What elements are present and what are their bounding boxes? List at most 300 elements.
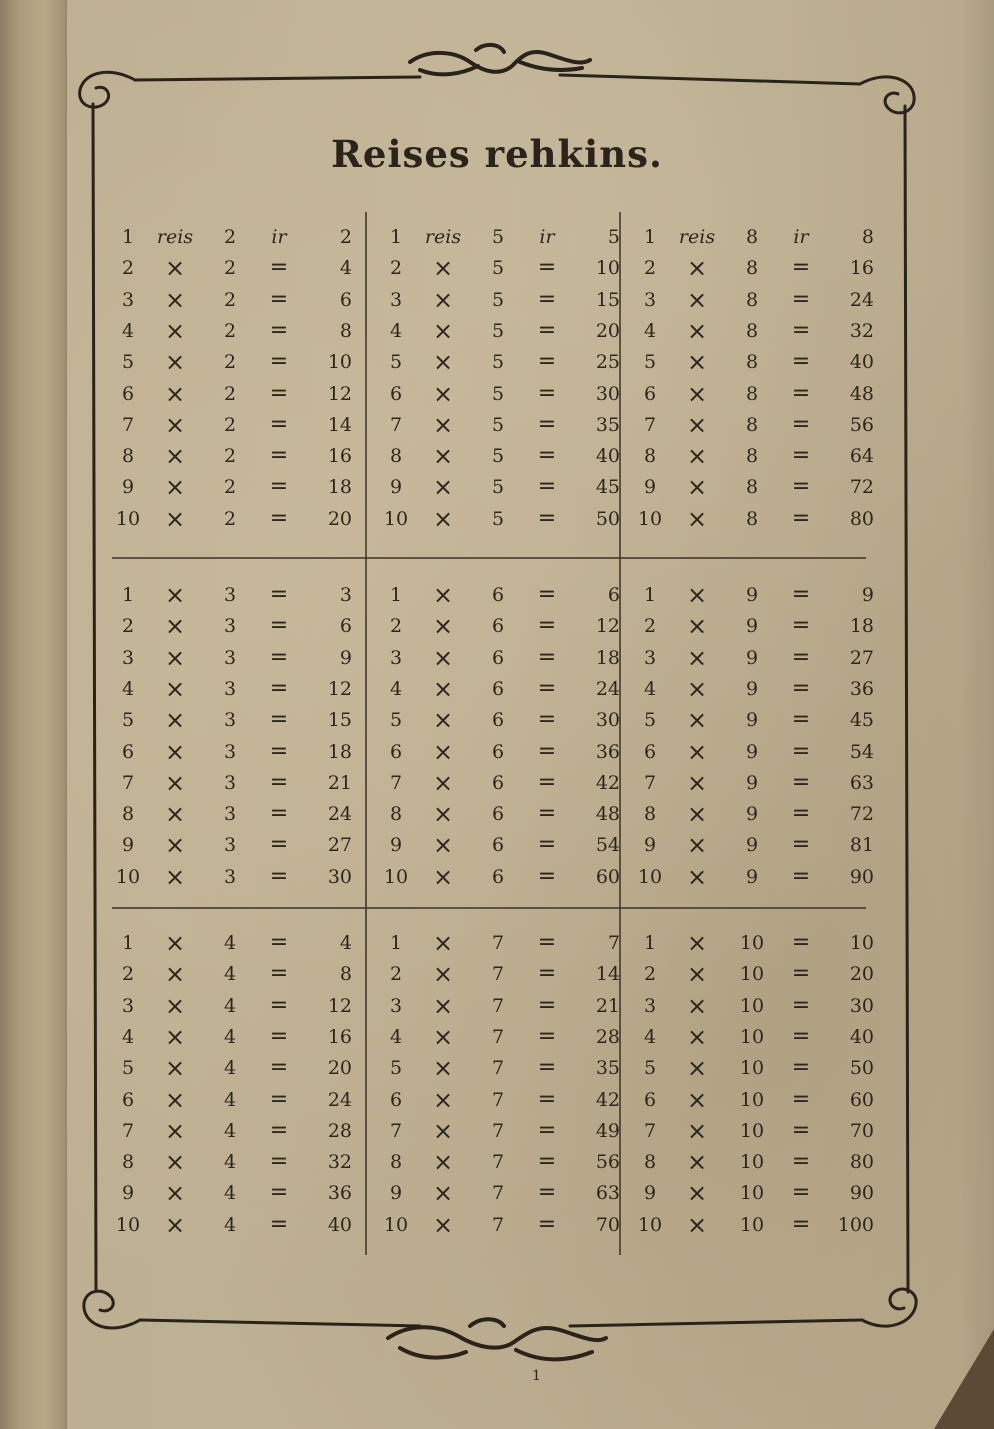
table-row [632,1178,882,1208]
product-cell: 72 [849,803,874,826]
operator-cell: × [164,929,186,957]
product-cell: 30 [327,865,352,888]
operator-cell: × [432,831,454,860]
operator-cell: × [686,768,708,797]
product-cell: 30 [595,382,620,405]
multiplier-cell: 10 [383,507,409,530]
operator-cell: × [686,316,708,345]
multiplicand-cell: 8 [745,288,759,311]
table-row [378,928,628,958]
operator-cell: × [686,706,708,735]
table-row [632,928,882,958]
multiplicand-cell: 5 [491,288,505,311]
product-cell: 48 [849,382,874,405]
operator-cell: × [686,929,708,957]
equals-cell: = [537,1117,557,1143]
multiplicand-cell: 6 [491,834,505,857]
multiplier-cell: 10 [383,865,409,888]
operator-cell: × [686,612,708,641]
table-row [632,1116,882,1146]
product-cell: 16 [327,445,352,468]
operator-cell: reis [678,226,716,248]
product-cell: 15 [327,709,352,732]
multiplicand-cell: 3 [223,865,237,888]
product-cell: 18 [595,646,620,669]
product-cell: 63 [849,771,874,794]
equals-cell: = [269,474,289,500]
product-cell: 28 [595,1025,620,1048]
table-row [632,580,882,610]
product-cell: 42 [595,771,620,794]
multiplier-cell: 2 [121,257,135,280]
table-row [110,1085,360,1115]
equals-cell: = [269,992,289,1018]
table-row [110,410,360,440]
multiplier-cell: 5 [121,709,135,732]
multiplier-cell: 5 [389,1057,403,1080]
equals-cell: = [269,380,289,406]
product-cell: 27 [849,646,874,669]
table-row [378,1053,628,1083]
equals-cell: = [791,1180,811,1206]
multiplier-cell: 9 [643,476,657,499]
multiplicand-cell: 4 [223,1119,237,1142]
multiplicand-cell: 5 [491,476,505,499]
operator-cell: × [164,379,186,408]
operator-cell: × [164,1022,186,1051]
equals-cell: = [791,1055,811,1081]
operator-cell: × [432,504,454,533]
product-cell: 4 [339,932,352,954]
multiplicand-cell: 2 [223,226,237,248]
multiplier-cell: 8 [121,445,135,468]
multiplier-cell: 3 [643,288,657,311]
product-cell: 18 [849,615,874,638]
multiplier-cell: 7 [121,771,135,794]
multiplicand-cell: 9 [745,834,759,857]
table-row [378,1178,628,1208]
equals-cell: = [269,1180,289,1206]
multiplier-cell: 8 [121,803,135,826]
multiplicand-cell: 9 [745,771,759,794]
multiplier-cell: 4 [643,1025,657,1048]
operator-cell: × [164,612,186,641]
equals-cell: ir [793,226,809,248]
table-row [110,991,360,1021]
product-cell: 9 [339,646,352,669]
multiplicand-cell: 3 [223,740,237,763]
product-cell: 8 [861,226,874,248]
multiplier-cell: 8 [643,803,657,826]
equals-cell: = [269,769,289,795]
multiplicand-cell: 9 [745,646,759,669]
table-row [632,504,882,534]
multiplicand-cell: 9 [745,865,759,888]
multiplicand-cell: 4 [223,963,237,986]
multiplier-cell: 1 [643,932,657,954]
product-cell: 16 [849,257,874,280]
product-cell: 24 [849,288,874,311]
table-row [110,705,360,735]
multiplier-cell: 5 [643,1057,657,1080]
equals-cell: = [537,1211,557,1237]
operator-cell: × [164,1085,186,1114]
multiplicand-cell: 2 [223,413,237,436]
multiplier-cell: 1 [643,226,657,248]
table-row [632,959,882,989]
product-cell: 12 [595,615,620,638]
multiplier-cell: 7 [643,1119,657,1142]
multiplicand-cell: 9 [745,677,759,700]
multiplier-cell: 4 [121,1025,135,1048]
multiplier-cell: 2 [643,257,657,280]
multiplier-cell: 6 [121,1088,135,1111]
times-table-block [110,580,360,893]
multiplicand-cell: 7 [491,932,505,954]
product-cell: 6 [339,288,352,311]
table-row [110,472,360,502]
multiplicand-cell: 10 [739,1213,765,1236]
multiplier-cell: 4 [389,1025,403,1048]
multiplicand-cell: 6 [491,677,505,700]
product-cell: 40 [595,445,620,468]
multiplier-cell: 6 [643,740,657,763]
equals-cell: = [791,961,811,987]
product-cell: 54 [849,740,874,763]
equals-cell: = [269,349,289,375]
equals-cell: = [537,349,557,375]
product-cell: 81 [849,834,874,857]
operator-cell: × [432,768,454,797]
operator-cell: × [164,674,186,703]
operator-cell: × [164,643,186,672]
multiplier-cell: 9 [121,834,135,857]
table-row [378,991,628,1021]
multiplicand-cell: 3 [223,584,237,606]
multiplier-cell: 8 [389,803,403,826]
product-cell: 50 [849,1057,874,1080]
product-cell: 5 [607,226,620,248]
operator-cell: × [432,348,454,377]
page-folio: 1 [532,1368,541,1384]
table-row [378,316,628,346]
multiplier-cell: 6 [643,382,657,405]
product-cell: 70 [595,1213,620,1236]
multiplier-cell: 7 [643,771,657,794]
multiplier-cell: 6 [121,740,135,763]
equals-cell: = [537,1086,557,1112]
frame-bottom-left-line [140,1320,420,1326]
multiplicand-cell: 4 [223,994,237,1017]
table-row [378,441,628,471]
product-cell: 40 [849,1025,874,1048]
product-cell: 32 [849,319,874,342]
table-row [378,674,628,704]
table-row [110,737,360,767]
table-row [110,253,360,283]
multiplier-cell: 1 [121,584,135,606]
equals-cell: = [537,582,557,607]
product-cell: 20 [327,1057,352,1080]
table-row [110,1147,360,1177]
table-row [110,222,360,252]
product-cell: 15 [595,288,620,311]
multiplicand-cell: 9 [745,615,759,638]
product-cell: 20 [849,963,874,986]
operator-cell: × [432,316,454,345]
equals-cell: = [791,707,811,733]
multiplier-cell: 4 [389,319,403,342]
product-cell: 90 [849,1182,874,1205]
equals-cell: = [269,675,289,701]
operator-cell: × [164,960,186,989]
product-cell: 24 [327,803,352,826]
table-row [632,862,882,892]
multiplier-cell: 10 [115,865,141,888]
multiplicand-cell: 10 [739,963,765,986]
product-cell: 40 [849,351,874,374]
equals-cell: = [269,613,289,639]
table-row [632,705,882,735]
equals-cell: = [537,411,557,437]
table-row [110,1116,360,1146]
table-row [632,379,882,409]
times-table-block [632,580,882,893]
multiplier-cell: 2 [643,963,657,986]
multiplicand-cell: 3 [223,709,237,732]
table-row [110,347,360,377]
product-cell: 24 [595,677,620,700]
equals-cell: = [537,317,557,343]
table-row [632,737,882,767]
operator-cell: × [164,348,186,377]
operator-cell: × [686,1022,708,1051]
multiplier-cell: 3 [389,288,403,311]
table-row [378,862,628,892]
equals-cell: = [791,613,811,639]
product-cell: 60 [595,865,620,888]
table-row [110,959,360,989]
table-row [632,768,882,798]
frame-left-line [93,104,96,1290]
multiplier-cell: 5 [121,1057,135,1080]
table-row [110,504,360,534]
multiplicand-cell: 8 [745,382,759,405]
product-cell: 27 [327,834,352,857]
multiplier-cell: 5 [643,709,657,732]
table-row [110,862,360,892]
equals-cell: = [791,255,811,281]
operator-cell: × [432,473,454,502]
operator-cell: × [432,706,454,735]
equals-cell: = [537,832,557,858]
multiplier-cell: 10 [637,1213,663,1236]
multiplicand-cell: 5 [491,319,505,342]
table-row [110,799,360,829]
table-row [378,611,628,641]
multiplier-cell: 3 [643,994,657,1017]
multiplier-cell: 8 [643,445,657,468]
frame-curl-bottom-right [862,1289,916,1326]
product-cell: 18 [327,476,352,499]
multiplier-cell: 1 [121,226,135,248]
operator-cell: × [432,1210,454,1239]
product-cell: 48 [595,803,620,826]
multiplier-cell: 1 [389,226,403,248]
times-table-block [110,222,360,535]
multiplier-cell: 6 [389,1088,403,1111]
equals-cell: = [791,1086,811,1112]
multiplier-cell: 2 [389,615,403,638]
operator-cell: × [686,1116,708,1145]
multiplicand-cell: 8 [745,351,759,374]
multiplicand-cell: 10 [739,1182,765,1205]
operator-cell: × [432,612,454,641]
operator-cell: × [432,581,454,609]
product-cell: 70 [849,1119,874,1142]
product-cell: 80 [849,507,874,530]
equals-cell: = [269,961,289,987]
product-cell: 8 [339,319,352,342]
product-cell: 20 [327,507,352,530]
operator-cell: × [432,1179,454,1208]
multiplier-cell: 6 [389,740,403,763]
multiplicand-cell: 7 [491,1057,505,1080]
product-cell: 10 [327,351,352,374]
product-cell: 60 [849,1088,874,1111]
multiplier-cell: 1 [389,932,403,954]
multiplier-cell: 7 [121,413,135,436]
table-row [632,253,882,283]
equals-cell: = [791,1211,811,1237]
multiplicand-cell: 5 [491,413,505,436]
multiplicand-cell: 3 [223,646,237,669]
multiplier-cell: 10 [637,507,663,530]
operator-cell: × [432,1085,454,1114]
multiplicand-cell: 8 [745,476,759,499]
multiplicand-cell: 8 [745,226,759,248]
equals-cell: = [791,317,811,343]
multiplier-cell: 7 [389,771,403,794]
multiplier-cell: 3 [389,646,403,669]
table-row [632,830,882,860]
operator-cell: × [686,674,708,703]
multiplicand-cell: 4 [223,1182,237,1205]
multiplier-cell: 8 [389,1151,403,1174]
multiplier-cell: 5 [389,709,403,732]
table-row [378,504,628,534]
multiplicand-cell: 4 [223,1025,237,1048]
table-row [378,285,628,315]
multiplicand-cell: 9 [745,740,759,763]
table-row [110,674,360,704]
product-cell: 6 [339,615,352,638]
multiplier-cell: 1 [389,584,403,606]
operator-cell: × [432,862,454,891]
product-cell: 3 [339,584,352,606]
multiplicand-cell: 2 [223,288,237,311]
operator-cell: × [432,1022,454,1051]
multiplier-cell: 3 [121,288,135,311]
equals-cell: = [269,1117,289,1143]
multiplicand-cell: 9 [745,709,759,732]
product-cell: 63 [595,1182,620,1205]
operator-cell: × [686,960,708,989]
operator-cell: × [432,929,454,957]
table-row [378,410,628,440]
product-cell: 28 [327,1119,352,1142]
equals-cell: = [537,255,557,281]
equals-cell: = [269,411,289,437]
multiplier-cell: 9 [389,476,403,499]
table-row [110,928,360,958]
table-row [378,768,628,798]
operator-cell: × [164,316,186,345]
table-row [632,991,882,1021]
multiplier-cell: 10 [115,507,141,530]
table-row [110,1178,360,1208]
multiplicand-cell: 3 [223,834,237,857]
equals-cell: = [791,380,811,406]
multiplicand-cell: 7 [491,994,505,1017]
operator-cell: × [686,473,708,502]
operator-cell: × [686,1085,708,1114]
operator-cell: × [686,800,708,829]
operator-cell: × [164,991,186,1020]
equals-cell: = [269,832,289,858]
times-table-block [632,222,882,535]
operator-cell: × [686,285,708,314]
multiplicand-cell: 2 [223,351,237,374]
multiplicand-cell: 8 [745,445,759,468]
multiplier-cell: 9 [389,1182,403,1205]
product-cell: 45 [595,476,620,499]
table-row [632,1210,882,1240]
multiplicand-cell: 5 [491,351,505,374]
equals-cell: = [537,644,557,670]
top-center-flourish [410,45,590,74]
equals-cell: = [791,411,811,437]
multiplier-cell: 3 [121,994,135,1017]
multiplier-cell: 2 [389,963,403,986]
equals-cell: = [791,832,811,858]
product-cell: 36 [849,677,874,700]
equals-cell: = [791,801,811,827]
multiplier-cell: 1 [121,932,135,954]
multiplier-cell: 9 [389,834,403,857]
equals-cell: = [269,1211,289,1237]
table-row [378,1210,628,1240]
multiplier-cell: 7 [389,413,403,436]
table-row [632,1085,882,1115]
equals-cell: = [537,961,557,987]
multiplier-cell: 10 [115,1213,141,1236]
equals-cell: = [537,613,557,639]
multiplicand-cell: 8 [745,507,759,530]
operator-cell: × [432,1054,454,1083]
product-cell: 12 [327,382,352,405]
multiplier-cell: 7 [121,1119,135,1142]
table-row [378,643,628,673]
product-cell: 45 [849,709,874,732]
product-cell: 72 [849,476,874,499]
operator-cell: × [164,800,186,829]
multiplier-cell: 2 [389,257,403,280]
operator-cell: × [686,991,708,1020]
multiplicand-cell: 6 [491,865,505,888]
multiplicand-cell: 9 [745,803,759,826]
multiplicand-cell: 4 [223,1151,237,1174]
